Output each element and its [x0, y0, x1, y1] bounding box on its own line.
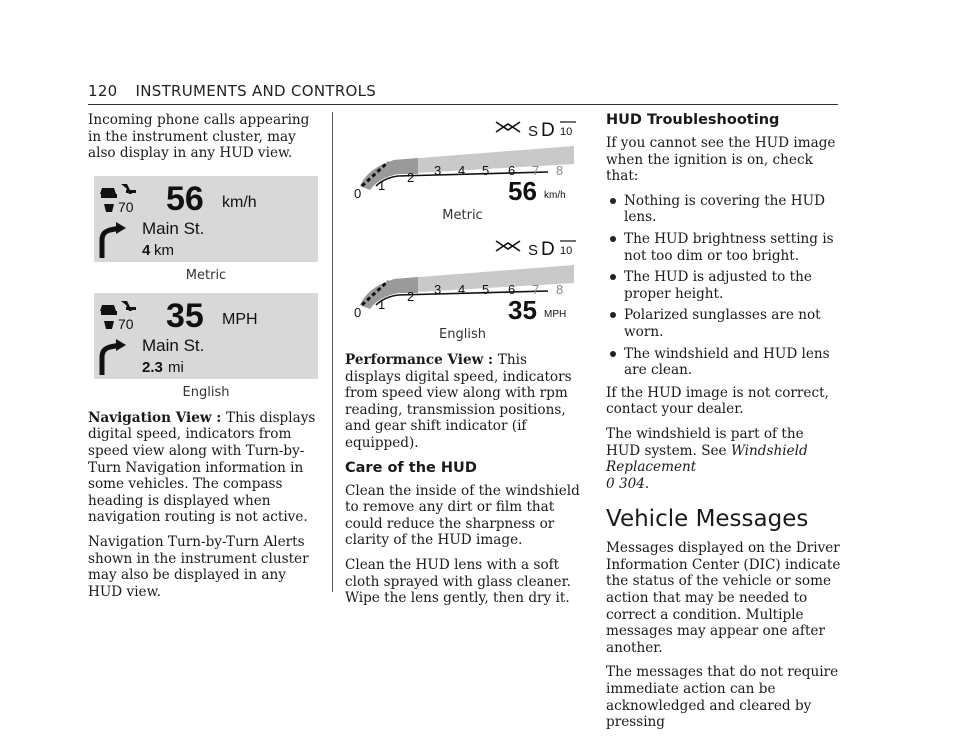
list-item — [606, 269, 842, 302]
list-item-text: The HUD is adjusted to the proper height. — [624, 269, 812, 302]
speed-unit: MPH — [543, 309, 566, 320]
hud-nav-display-english — [94, 293, 318, 379]
figure-caption-english: English — [182, 384, 230, 400]
speed-unit: km/h — [222, 193, 257, 211]
bullet-icon — [610, 274, 616, 280]
bullet-icon — [610, 351, 616, 357]
turn-distance-unit: km — [154, 241, 174, 259]
page-ref-arrow-icon: 0 — [606, 475, 615, 492]
tach-tick-1: 1 — [377, 297, 385, 312]
incorrect-image-paragraph: If the HUD image is not correct, contact your dealer. — [606, 384, 829, 418]
bullet-icon — [610, 198, 616, 204]
gear-position: D — [540, 120, 555, 141]
care-paragraph-1: Clean the inside of the windshield to remove any dirt or film that could reduce the sharpness or clarity of the HUD image. — [345, 482, 580, 549]
troubleshooting-heading: HUD Troubleshooting — [606, 112, 780, 128]
windshield-paragraph — [606, 426, 842, 492]
street-name: Main St. — [142, 218, 205, 238]
drive-mode: S — [527, 242, 538, 259]
speed-limit-value: 70 — [118, 198, 134, 215]
speed-unit: MPH — [222, 310, 258, 328]
tach-tick-8: 8 — [555, 282, 563, 297]
drive-mode: S — [527, 123, 538, 140]
page-number: 120 — [88, 82, 118, 100]
speed-value: 35 — [507, 295, 537, 321]
troubleshooting-intro: If you cannot see the HUD image when the ignition is on, check that: — [606, 135, 836, 185]
figure-caption-metric: Metric — [442, 208, 483, 223]
turn-distance: 4 — [142, 241, 151, 259]
figure-caption-metric: Metric — [185, 267, 227, 283]
hud-nav-figure-english — [88, 293, 324, 379]
windshield-page-ref[interactable]: 304. — [614, 475, 650, 492]
troubleshooting-list — [606, 193, 842, 379]
performance-view-paragraph — [345, 352, 580, 452]
bullet-icon — [610, 236, 616, 242]
gear-top: 10 — [559, 245, 572, 257]
intro-paragraph: Incoming phone calls appearing in the instrument cluster, may also display in any HUD view. — [88, 112, 310, 162]
column-divider — [332, 112, 333, 592]
speed-value: 35 — [166, 296, 204, 335]
hud-perf-figure-metric — [345, 116, 580, 202]
list-item-text: The windshield and HUD lens are clean. — [624, 345, 830, 379]
hud-performance-display-metric — [348, 116, 578, 202]
gear-position: D — [540, 239, 555, 260]
tach-tick-4: 4 — [457, 282, 465, 297]
tach-tick-5: 5 — [481, 282, 489, 297]
list-item — [606, 231, 842, 264]
tach-tick-0: 0 — [353, 186, 361, 201]
list-item — [606, 193, 842, 226]
navigation-view-paragraph — [88, 410, 324, 526]
alerts-paragraph: Navigation Turn-by-Turn Alerts shown in the instrument cluster may also be displayed in any HUD view. — [88, 533, 309, 600]
tach-tick-2: 2 — [406, 289, 414, 304]
gear-top: 10 — [559, 126, 572, 138]
speed-unit: km/h — [543, 190, 566, 201]
list-item-text: The HUD brightness setting is not too dim or too bright. — [624, 230, 834, 264]
section-title: INSTRUMENTS AND CONTROLS — [135, 82, 377, 100]
page-header — [88, 82, 838, 105]
tach-tick-7: 7 — [531, 282, 539, 297]
tach-tick-6: 6 — [507, 163, 515, 178]
tach-tick-7: 7 — [531, 163, 539, 178]
hud-performance-display-english — [348, 235, 578, 321]
column-2 — [345, 112, 580, 615]
hud-nav-display-metric — [94, 176, 318, 262]
vehicle-messages-heading: Vehicle Messages — [606, 506, 809, 533]
tach-tick-0: 0 — [353, 305, 361, 320]
performance-view-label: Performance View : — [345, 352, 498, 368]
street-name: Main St. — [142, 335, 205, 355]
tach-tick-1: 1 — [377, 178, 385, 193]
care-paragraph-2: Clean the HUD lens with a soft cloth sprayed with glass cleaner. Wipe the lens gently, then dry it. — [345, 556, 571, 607]
tach-tick-8: 8 — [555, 163, 563, 178]
windshield-replacement-link[interactable]: Windshield Replacement — [606, 442, 808, 476]
hud-nav-figure-metric — [88, 176, 324, 262]
tach-tick-2: 2 — [406, 170, 414, 185]
list-item-text: Polarized sunglasses are not worn. — [624, 307, 821, 340]
turn-distance: 2.3 — [142, 358, 163, 376]
list-item — [606, 307, 842, 340]
list-item — [606, 346, 842, 379]
vehicle-messages-paragraph-2: The messages that do not require immediate action can be acknowledged and cleared by pressing — [606, 664, 839, 731]
tach-tick-6: 6 — [507, 282, 515, 297]
speed-value: 56 — [166, 179, 204, 218]
column-1 — [88, 112, 324, 608]
speed-limit-value: 70 — [118, 315, 134, 332]
hud-perf-figure-english — [345, 235, 580, 321]
column-3 — [606, 112, 842, 739]
vehicle-messages-paragraph-1: Messages displayed on the Driver Information Center (DIC) indicate the status of the vehicle or some action that may be needed to correct a condition. Multiple messages may appear one after another. — [606, 540, 841, 656]
bullet-icon — [610, 312, 616, 318]
turn-distance-unit: mi — [168, 358, 184, 376]
navigation-view-text: This displays digital speed, indicators from speed view along with Turn-by-Turn Navigation information in some vehicles. The compass heading is displayed when navigation routing is not active. — [88, 409, 316, 526]
tach-tick-4: 4 — [457, 163, 465, 178]
windshield-text: The windshield is part of the HUD system. See — [606, 425, 804, 459]
tach-tick-5: 5 — [481, 163, 489, 178]
navigation-view-label: Navigation View : — [88, 409, 227, 426]
performance-view-text: This displays digital speed, indicators from speed view along with rpm reading, transmission positions, and gear shift indicator (if equipped). — [345, 352, 572, 451]
figure-caption-english: English — [439, 327, 486, 342]
tach-tick-3: 3 — [433, 282, 441, 297]
list-item-text: Nothing is covering the HUD lens. — [624, 192, 826, 226]
care-heading: Care of the HUD — [345, 459, 477, 476]
tach-tick-3: 3 — [433, 163, 441, 178]
speed-value: 56 — [507, 176, 537, 202]
